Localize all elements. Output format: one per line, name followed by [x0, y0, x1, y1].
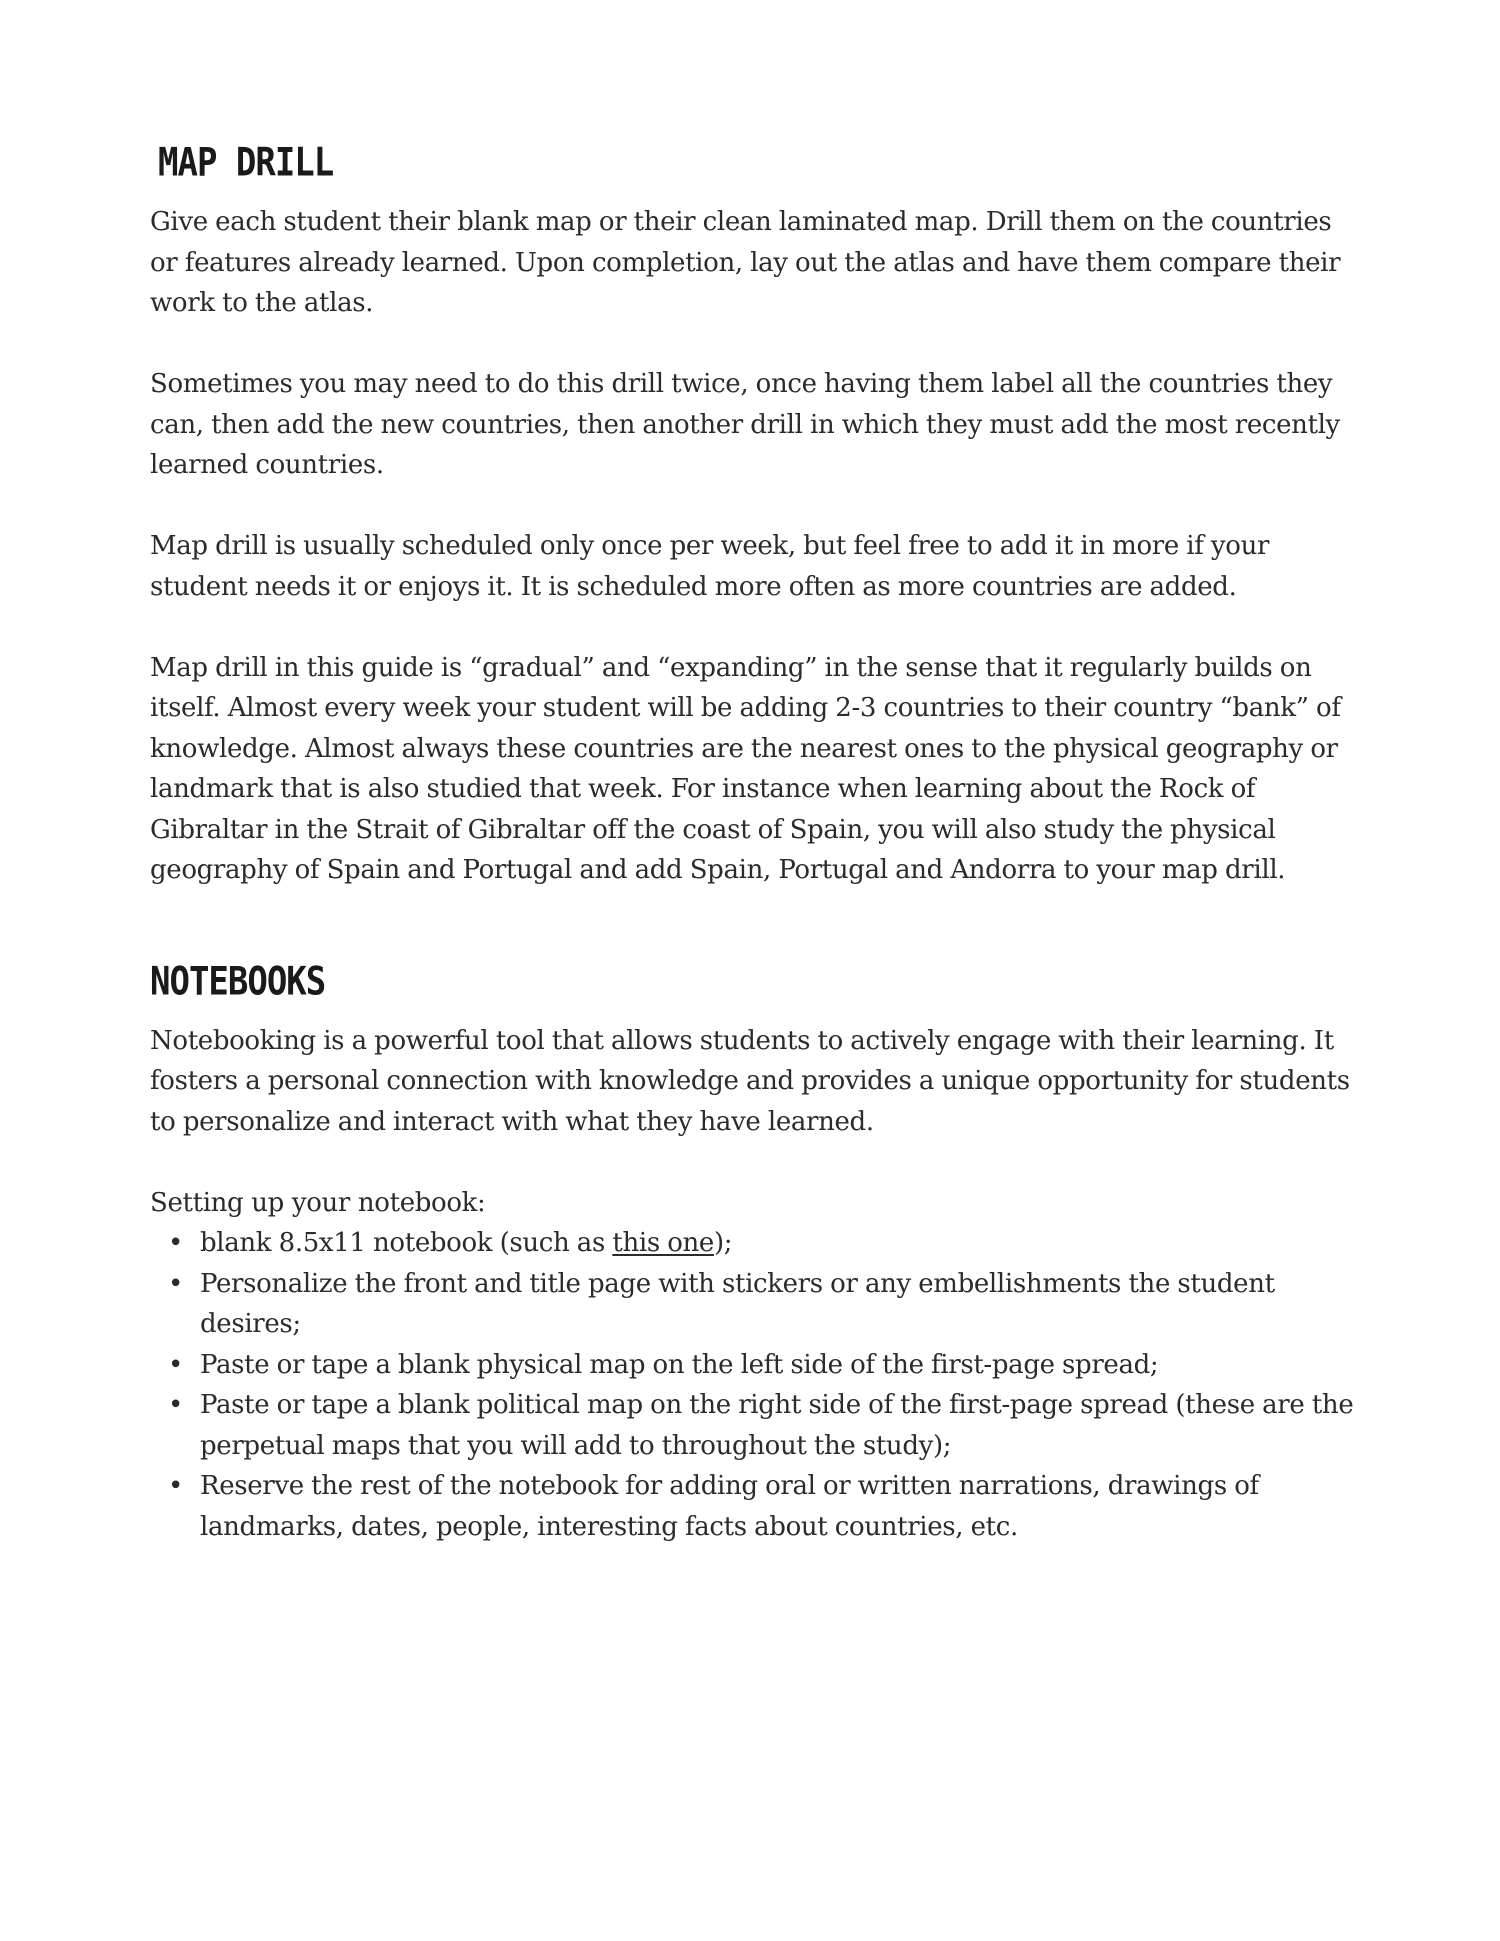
- notebooks-heading: NOTEBOOKS: [150, 958, 326, 1005]
- map-drill-paragraph-4: Map drill in this guide is “gradual” and “expanding” in the sense that it regularly builds on itself. Almost every week your student will be adding 2-3 countries to their country “bank” of knowledge. Almost always these countries are the nearest ones to the physical geography or landmark that is also studied that week. For instance when learning about the Rock of Gibraltar in the Strait of Gibraltar off the coast of Spain, you will also study the physical geography of Spain and Portugal and add Spain, Portugal and Andorra to your map drill.: [150, 652, 1341, 885]
- list-item-text: Paste or tape a blank political map on the right side of the first-page spread (these are the perpetual maps that you will add to throughout the study);: [200, 1390, 1354, 1461]
- bullet-icon: •: [168, 1349, 183, 1380]
- list-item-text: blank 8.5x11 notebook (such as: [200, 1228, 613, 1258]
- page-content: [150, 140, 1360, 1547]
- bullet-icon: •: [168, 1228, 183, 1258]
- bullet-icon: •: [168, 1268, 183, 1299]
- map-drill-paragraph-1: Give each student their blank map or their clean laminated map. Drill them on the countries or features already learned. Upon completion, lay out the atlas and have them compare their work to the atlas.: [150, 207, 1341, 318]
- notebooks-intro: Notebooking is a powerful tool that allows students to actively engage with their learning. It fosters a personal connection with knowledge and provides a unique opportunity for students to personalize and interact with what they have learned.: [150, 1025, 1350, 1137]
- list-item-text: Reserve the rest of the notebook for adding oral or written narrations, drawings of landmarks, dates, people, interesting facts about countries, etc.: [200, 1471, 1259, 1542]
- list-item: [150, 1223, 1360, 1264]
- notebook-example-link[interactable]: this one: [612, 1228, 714, 1258]
- map-drill-paragraph-3: Map drill is usually scheduled only once per week, but feel free to add it in more if your student needs it or enjoys it. It is scheduled more often as more countries are added.: [150, 531, 1270, 602]
- map-drill-paragraph-2: Sometimes you may need to do this drill twice, once having them label all the countries they can, then add the new countries, then another drill in which they must add the most recently learned countries.: [150, 369, 1340, 480]
- map-drill-heading: MAP DRILL: [158, 140, 334, 186]
- list-item-text: Paste or tape a blank physical map on the left side of the first-page spread;: [200, 1349, 1159, 1380]
- notebook-setup-list: [150, 1223, 1360, 1547]
- list-item: [150, 1264, 1360, 1345]
- list-item-text: );: [713, 1228, 733, 1258]
- notebook-setup-label: Setting up your notebook:: [150, 1187, 486, 1218]
- list-item: [150, 1385, 1360, 1466]
- list-item-text: Personalize the front and title page with stickers or any embellishments the student desires;: [200, 1268, 1275, 1339]
- list-item: [150, 1345, 1360, 1386]
- bullet-icon: •: [168, 1471, 183, 1501]
- bullet-icon: •: [168, 1390, 183, 1420]
- list-item: [150, 1466, 1360, 1547]
